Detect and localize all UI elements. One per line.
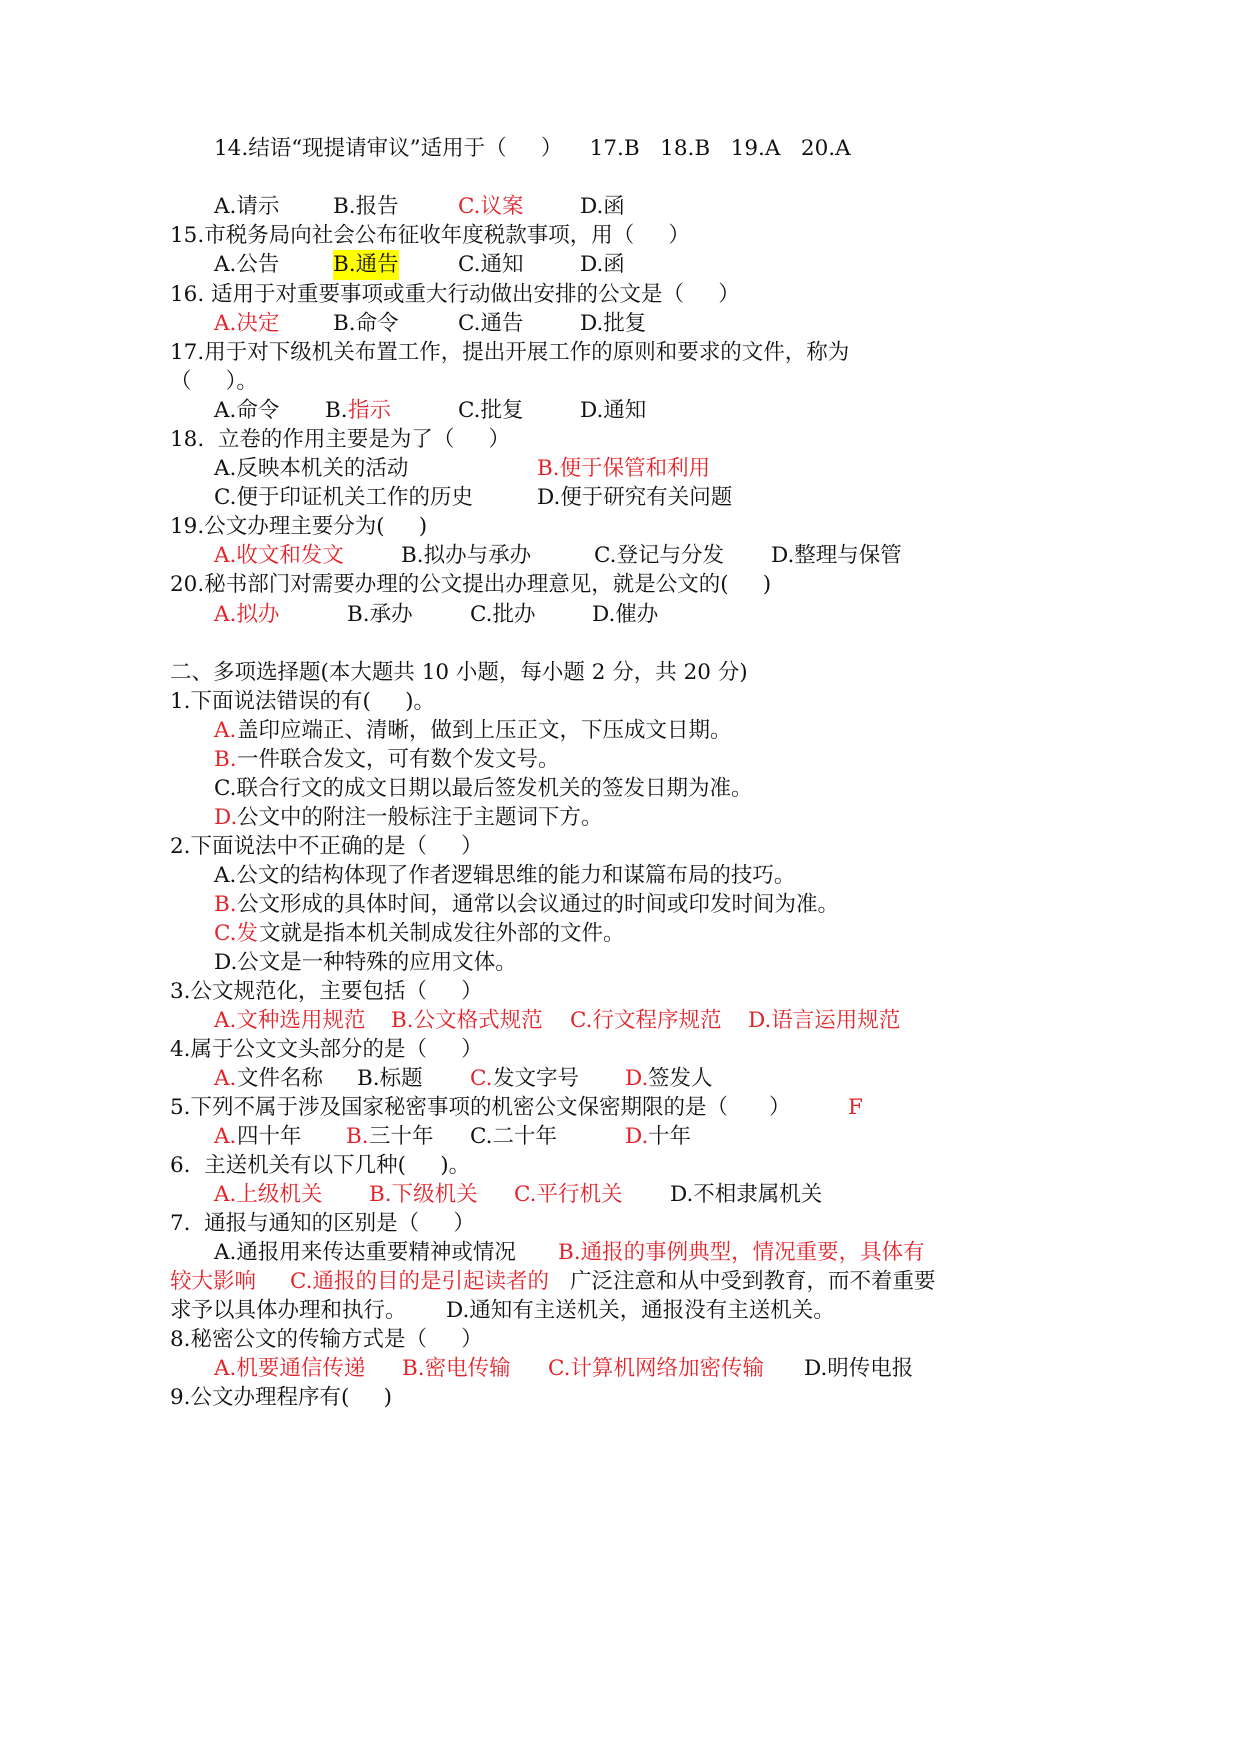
- answer-text: A.文种选用规范: [214, 1008, 366, 1033]
- text-segment: D.通知: [580, 398, 647, 423]
- answer-text: A.拟办: [214, 602, 280, 627]
- text-segment: A.公文的结构体现了作者逻辑思维的能力和谋篇布局的技巧。: [214, 863, 796, 888]
- answer-text: D.: [214, 805, 238, 830]
- answer-text: C.发: [214, 921, 259, 946]
- text-segment: 17.用于对下级机关布置工作，提出开展工作的原则和要求的文件，称为: [170, 340, 850, 365]
- text-segment: 十年: [648, 1124, 692, 1149]
- text-segment: D.批复: [580, 311, 647, 336]
- text-segment: 公文中的附注一般标注于主题词下方。: [237, 805, 603, 830]
- answer-text: A.: [214, 1124, 237, 1149]
- answer-text: 指示: [348, 398, 392, 423]
- text-segment: 19.公文办理主要分为( ): [170, 514, 428, 539]
- text-segment: A.公告: [214, 252, 280, 277]
- text-segment: C.二十年: [470, 1124, 558, 1149]
- text-segment: A.请示: [214, 194, 280, 219]
- answer-text: A.收文和发文: [214, 543, 344, 568]
- text-segment: 求予以具体办理和执行。: [170, 1298, 407, 1323]
- answer-text: A.决定: [214, 311, 280, 336]
- answer-text: B.便于保管和利用: [537, 456, 711, 481]
- text-segment: B.拟办与承办: [401, 543, 532, 568]
- text-segment: B.标题: [357, 1066, 423, 1091]
- text-segment: B.命令: [333, 311, 399, 336]
- text-segment: D.函: [580, 194, 625, 219]
- text-segment: 16. 适用于对重要事项或重大行动做出安排的公文是（ ）: [170, 282, 740, 307]
- text-segment: D.通知有主送机关，通报没有主送机关。: [446, 1298, 835, 1323]
- answer-text: B.密电传输: [402, 1356, 511, 1381]
- text-segment: D.明传电报: [804, 1356, 914, 1381]
- text-segment: C.批复: [458, 398, 524, 423]
- text-segment: C.通告: [458, 311, 524, 336]
- text-segment: 3.公文规范化，主要包括（ ）: [170, 979, 483, 1004]
- text-segment: D.函: [580, 252, 625, 277]
- answer-text: A.机要通信传递: [214, 1356, 366, 1381]
- text-segment: 18. 立卷的作用主要是为了（ ）: [170, 427, 511, 452]
- answer-text: D.: [625, 1066, 649, 1091]
- answer-text: B.: [214, 747, 237, 772]
- text-segment: C.通知: [458, 252, 524, 277]
- text-segment: 一件联合发文，可有数个发文号。: [237, 747, 560, 772]
- answer-text: B.: [214, 892, 237, 917]
- text-segment: 7. 通报与通知的区别是（ ）: [170, 1211, 475, 1236]
- text-segment: B.承办: [347, 602, 413, 627]
- answer-text: D.: [625, 1124, 649, 1149]
- answer-text: C.行文程序规范: [570, 1008, 722, 1033]
- text-segment: 20.秘书部门对需要办理的公文提出办理意见，就是公文的( ): [170, 572, 772, 597]
- text-segment: B.: [325, 398, 348, 423]
- answer-text: C.计算机网络加密传输: [548, 1356, 765, 1381]
- answer-text: 较大影响: [170, 1269, 257, 1294]
- answer-text: F: [848, 1095, 863, 1120]
- answer-text: C.平行机关: [514, 1182, 623, 1207]
- answer-text: B.: [346, 1124, 369, 1149]
- text-segment: 4.属于公文文头部分的是（ ）: [170, 1037, 483, 1062]
- text-segment: C.便于印证机关工作的历史: [214, 485, 474, 510]
- answer-text: C.议案: [458, 194, 524, 219]
- answer-text: B.通报的事例典型，情况重要，具体有: [558, 1240, 925, 1265]
- text-segment: 5.下列不属于涉及国家秘密事项的机密公文保密期限的是（ ）: [170, 1095, 791, 1120]
- text-segment: D.整理与保管: [771, 543, 902, 568]
- text-segment: 广泛注意和从中受到教育，而不着重要: [570, 1269, 936, 1294]
- text-segment: D.不相隶属机关: [670, 1182, 823, 1207]
- answer-text: B.公文格式规范: [391, 1008, 543, 1033]
- text-segment: 2.下面说法中不正确的是（ ）: [170, 834, 483, 859]
- text-segment: 文就是指本机关制成发往外部的文件。: [259, 921, 625, 946]
- text-segment: A.通报用来传达重要精神或情况: [214, 1240, 516, 1265]
- text-segment: （ ）。: [170, 369, 258, 394]
- answer-text: C.: [470, 1066, 493, 1091]
- text-segment: C.批办: [470, 602, 536, 627]
- text-segment: 9.公文办理程序有( ): [170, 1385, 392, 1410]
- answer-text: C.通报的目的是引起读者的: [290, 1269, 550, 1294]
- text-segment: 1.下面说法错误的有( )。: [170, 689, 435, 714]
- text-segment: 文件名称: [237, 1066, 324, 1091]
- text-segment: D.催办: [592, 602, 659, 627]
- text-segment: 15.市税务局向社会公布征收年度税款事项，用（ ）: [170, 223, 690, 248]
- answer-text: B.下级机关: [369, 1182, 478, 1207]
- text-segment: 签发人: [648, 1066, 713, 1091]
- text-segment: C.登记与分发: [594, 543, 725, 568]
- text-segment: D.公文是一种特殊的应用文体。: [214, 950, 517, 975]
- text-segment: 盖印应端正、清晰，做到上压正文，下压成文日期。: [237, 718, 732, 743]
- text-segment: A.命令: [214, 398, 280, 423]
- text-segment: 三十年: [369, 1124, 434, 1149]
- text-segment: 四十年: [237, 1124, 302, 1149]
- highlighted-text: B.通告: [333, 250, 399, 280]
- answer-text: A.: [214, 718, 237, 743]
- text-segment: 二、多项选择题(本大题共 10 小题，每小题 2 分，共 20 分): [170, 660, 748, 685]
- text-segment: A.反映本机关的活动: [214, 456, 409, 481]
- text-segment: D.便于研究有关问题: [537, 485, 733, 510]
- text-segment: 8.秘密公文的传输方式是（ ）: [170, 1327, 483, 1352]
- text-segment: C.联合行文的成文日期以最后签发机关的签发日期为准。: [214, 776, 753, 801]
- text-segment: 6. 主送机关有以下几种( )。: [170, 1153, 471, 1178]
- answer-text: A.上级机关: [214, 1182, 323, 1207]
- text-segment: 14.结语“现提请审议”适用于（ ） 17.B 18.B 19.A 20.A: [214, 136, 851, 161]
- text-segment: B.报告: [333, 194, 399, 219]
- text-segment: 公文形成的具体时间，通常以会议通过的时间或印发时间为准。: [237, 892, 840, 917]
- answer-text: A.: [214, 1066, 237, 1091]
- answer-text: D.语言运用规范: [748, 1008, 901, 1033]
- text-segment: 发文字号: [493, 1066, 580, 1091]
